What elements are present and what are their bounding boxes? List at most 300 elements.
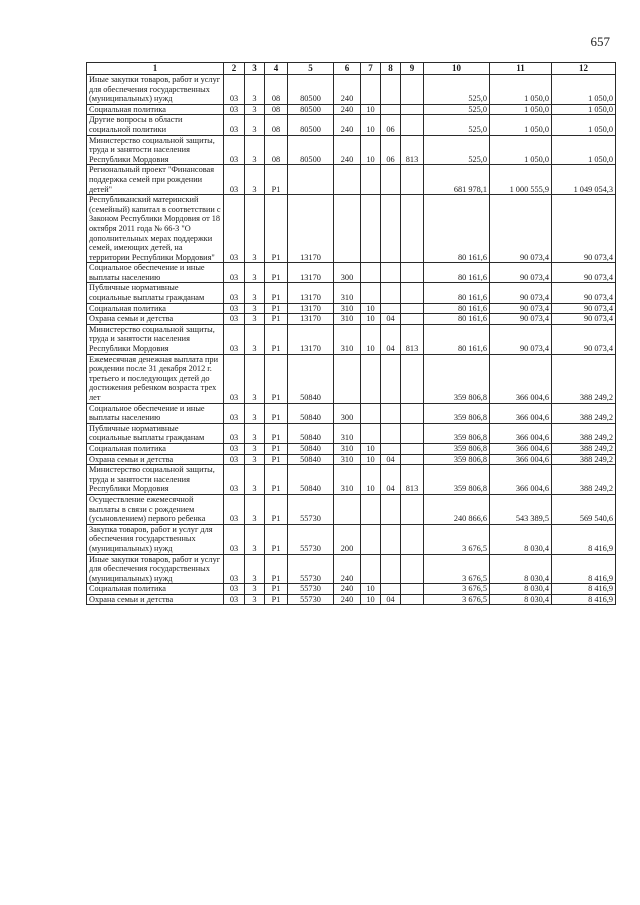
table-cell: 50840 xyxy=(288,443,334,454)
table-cell xyxy=(381,524,401,554)
col-header: 9 xyxy=(401,63,424,75)
table-cell: 240 xyxy=(334,584,361,595)
row-description: Охрана семьи и детства xyxy=(87,454,224,465)
table-cell: 359 806,8 xyxy=(424,354,490,403)
table-cell: 03 xyxy=(224,494,245,524)
table-cell: 813 xyxy=(401,465,424,495)
table-cell: 55730 xyxy=(288,524,334,554)
row-description: Региональный проект "Финансовая поддержка семей при рождении детей" xyxy=(87,165,224,195)
table-cell: 03 xyxy=(224,354,245,403)
table-row xyxy=(87,303,616,314)
table-cell: 1 050,0 xyxy=(490,115,552,135)
table-cell: 03 xyxy=(224,195,245,263)
table-cell: 08 xyxy=(265,75,288,105)
col-header: 1 xyxy=(87,63,224,75)
table-cell xyxy=(361,165,381,195)
table-cell: 80 161,6 xyxy=(424,283,490,303)
table-cell: 310 xyxy=(334,283,361,303)
table-cell: 3 xyxy=(245,104,265,115)
row-description: Иные закупки товаров, работ и услуг для обеспечения государственных (муниципальных) нужд xyxy=(87,554,224,584)
table-cell: 8 030,4 xyxy=(490,584,552,595)
table-cell: 80500 xyxy=(288,115,334,135)
table-cell: 10 xyxy=(361,135,381,165)
table-cell: 10 xyxy=(361,443,381,454)
row-description: Социальная политика xyxy=(87,303,224,314)
table-cell: 813 xyxy=(401,135,424,165)
table-cell: 3 xyxy=(245,115,265,135)
table-cell xyxy=(361,524,381,554)
table-cell: 03 xyxy=(224,135,245,165)
table-cell: 3 xyxy=(245,165,265,195)
table-cell xyxy=(401,314,424,325)
table-cell: 90 073,4 xyxy=(490,303,552,314)
table-cell: 90 073,4 xyxy=(490,195,552,263)
table-cell: 55730 xyxy=(288,494,334,524)
row-description: Министерство социальной защиты, труда и занятости населения Республики Мордовия xyxy=(87,324,224,354)
table-cell: 3 xyxy=(245,195,265,263)
table-cell xyxy=(401,454,424,465)
table-cell: 366 004,6 xyxy=(490,465,552,495)
table-row xyxy=(87,283,616,303)
row-description: Публичные нормативные социальные выплаты гражданам xyxy=(87,423,224,443)
table-cell: 8 030,4 xyxy=(490,554,552,584)
row-description: Социальная политика xyxy=(87,104,224,115)
col-header: 12 xyxy=(552,63,616,75)
table-cell: 310 xyxy=(334,303,361,314)
table-cell: 240 xyxy=(334,115,361,135)
table-cell: 03 xyxy=(224,423,245,443)
table-row xyxy=(87,524,616,554)
table-cell: P1 xyxy=(265,263,288,283)
table-cell: 310 xyxy=(334,423,361,443)
table-cell: 10 xyxy=(361,465,381,495)
table-cell: P1 xyxy=(265,314,288,325)
col-header: 7 xyxy=(361,63,381,75)
table-cell: 50840 xyxy=(288,465,334,495)
table-cell: P1 xyxy=(265,324,288,354)
table-cell: 8 416,9 xyxy=(552,554,616,584)
table-cell: 3 xyxy=(245,324,265,354)
table-row xyxy=(87,314,616,325)
table-cell: 525,0 xyxy=(424,75,490,105)
table-cell: 359 806,8 xyxy=(424,465,490,495)
table-cell xyxy=(288,165,334,195)
col-header: 3 xyxy=(245,63,265,75)
table-row xyxy=(87,195,616,263)
table-cell xyxy=(334,354,361,403)
row-description: Социальное обеспечение и иные выплаты населению xyxy=(87,403,224,423)
table-cell xyxy=(381,354,401,403)
table-cell: 03 xyxy=(224,465,245,495)
table-cell: 3 xyxy=(245,554,265,584)
page-number: 657 xyxy=(590,34,610,49)
table-cell xyxy=(401,423,424,443)
table-cell xyxy=(401,115,424,135)
table-row xyxy=(87,465,616,495)
table-cell xyxy=(361,283,381,303)
table-cell xyxy=(401,195,424,263)
table-cell: P1 xyxy=(265,195,288,263)
table-cell: 13170 xyxy=(288,303,334,314)
table-row xyxy=(87,75,616,105)
table-cell: 681 978,1 xyxy=(424,165,490,195)
table-row xyxy=(87,423,616,443)
table-cell xyxy=(381,303,401,314)
table-cell: 08 xyxy=(265,115,288,135)
table-cell: 50840 xyxy=(288,354,334,403)
col-header: 8 xyxy=(381,63,401,75)
row-description: Социальное обеспечение и иные выплаты населению xyxy=(87,263,224,283)
table-cell: 03 xyxy=(224,115,245,135)
table-cell: 1 050,0 xyxy=(490,75,552,105)
table-cell: 1 050,0 xyxy=(552,75,616,105)
table-cell xyxy=(401,303,424,314)
table-cell xyxy=(401,594,424,605)
table-cell xyxy=(361,75,381,105)
table-cell xyxy=(381,75,401,105)
table-cell xyxy=(334,195,361,263)
table-cell xyxy=(401,584,424,595)
table-cell: 04 xyxy=(381,314,401,325)
row-description: Ежемесячная денежная выплата при рождении после 31 декабря 2012 г. третьего и последующих детей до достижения ребенком возраста трех лет xyxy=(87,354,224,403)
table-cell: 8 416,9 xyxy=(552,524,616,554)
table-cell: 55730 xyxy=(288,594,334,605)
table-cell: 3 xyxy=(245,263,265,283)
table-row xyxy=(87,263,616,283)
table-cell: 10 xyxy=(361,454,381,465)
table-cell xyxy=(381,283,401,303)
table-cell: 3 676,5 xyxy=(424,554,490,584)
table-cell: 300 xyxy=(334,263,361,283)
table-cell: 04 xyxy=(381,454,401,465)
table-cell: 13170 xyxy=(288,195,334,263)
table-cell: 310 xyxy=(334,314,361,325)
table-row xyxy=(87,554,616,584)
table-cell: P1 xyxy=(265,524,288,554)
row-description: Охрана семьи и детства xyxy=(87,594,224,605)
header-row xyxy=(87,63,616,75)
table-cell xyxy=(381,195,401,263)
table-cell: 03 xyxy=(224,303,245,314)
table-cell: 240 xyxy=(334,594,361,605)
table-cell: 366 004,6 xyxy=(490,454,552,465)
table-cell: 03 xyxy=(224,263,245,283)
table-cell xyxy=(334,494,361,524)
table-row xyxy=(87,165,616,195)
table-cell: 359 806,8 xyxy=(424,403,490,423)
row-description: Охрана семьи и детства xyxy=(87,314,224,325)
table-cell: 10 xyxy=(361,594,381,605)
table-cell: P1 xyxy=(265,403,288,423)
table-cell: 310 xyxy=(334,454,361,465)
table-body xyxy=(87,75,616,605)
table-cell: 569 540,6 xyxy=(552,494,616,524)
table-cell: 80 161,6 xyxy=(424,195,490,263)
table-cell: 366 004,6 xyxy=(490,403,552,423)
table-row xyxy=(87,403,616,423)
table-cell xyxy=(401,283,424,303)
table-cell: 03 xyxy=(224,443,245,454)
table-cell: 90 073,4 xyxy=(552,314,616,325)
table-cell: 03 xyxy=(224,283,245,303)
table-cell xyxy=(361,354,381,403)
table-cell: 10 xyxy=(361,324,381,354)
table-cell: 13170 xyxy=(288,324,334,354)
table-cell: 03 xyxy=(224,454,245,465)
table-cell xyxy=(401,554,424,584)
table-cell xyxy=(401,354,424,403)
table-cell: 3 xyxy=(245,443,265,454)
table-cell: P1 xyxy=(265,554,288,584)
table-cell: 3 xyxy=(245,524,265,554)
table-cell xyxy=(401,165,424,195)
table-cell: 08 xyxy=(265,104,288,115)
table-cell: 3 xyxy=(245,314,265,325)
table-cell: 10 xyxy=(361,314,381,325)
table-cell: 1 050,0 xyxy=(490,104,552,115)
table-cell: P1 xyxy=(265,303,288,314)
table-cell xyxy=(381,403,401,423)
table-cell: 90 073,4 xyxy=(552,263,616,283)
table-cell: 90 073,4 xyxy=(552,283,616,303)
table-row xyxy=(87,135,616,165)
table-cell: 3 xyxy=(245,465,265,495)
table-cell: 1 050,0 xyxy=(552,115,616,135)
table-cell xyxy=(381,584,401,595)
table-cell: 03 xyxy=(224,165,245,195)
table-cell: 03 xyxy=(224,594,245,605)
table-cell: 08 xyxy=(265,135,288,165)
table-cell: 90 073,4 xyxy=(490,324,552,354)
table-cell xyxy=(401,403,424,423)
table-cell: 90 073,4 xyxy=(552,324,616,354)
row-description: Социальная политика xyxy=(87,443,224,454)
table-cell: 388 249,2 xyxy=(552,465,616,495)
col-header: 6 xyxy=(334,63,361,75)
table-cell: P1 xyxy=(265,494,288,524)
table-cell xyxy=(401,524,424,554)
table-cell: 525,0 xyxy=(424,135,490,165)
table-cell: P1 xyxy=(265,354,288,403)
table-cell xyxy=(381,554,401,584)
table-cell: 813 xyxy=(401,324,424,354)
table-cell: 06 xyxy=(381,115,401,135)
row-description: Социальная политика xyxy=(87,584,224,595)
table-cell: 3 xyxy=(245,135,265,165)
table-cell: 50840 xyxy=(288,423,334,443)
row-description: Иные закупки товаров, работ и услуг для обеспечения государственных (муниципальных) нужд xyxy=(87,75,224,105)
table-cell xyxy=(401,104,424,115)
table-cell: 04 xyxy=(381,465,401,495)
col-header: 2 xyxy=(224,63,245,75)
row-description: Министерство социальной защиты, труда и занятости населения Республики Мордовия xyxy=(87,465,224,495)
table-cell: 13170 xyxy=(288,283,334,303)
table-cell: 3 xyxy=(245,454,265,465)
table-cell: 388 249,2 xyxy=(552,443,616,454)
table-cell xyxy=(361,403,381,423)
table-cell: 240 xyxy=(334,554,361,584)
table-cell: 90 073,4 xyxy=(490,263,552,283)
table-cell xyxy=(401,443,424,454)
table-cell: P1 xyxy=(265,594,288,605)
table-cell: 06 xyxy=(381,135,401,165)
col-header: 10 xyxy=(424,63,490,75)
table-row xyxy=(87,494,616,524)
table-cell: 359 806,8 xyxy=(424,443,490,454)
table-cell xyxy=(361,423,381,443)
table-cell: 80500 xyxy=(288,135,334,165)
table-cell: 80 161,6 xyxy=(424,263,490,283)
table-cell: 1 000 555,9 xyxy=(490,165,552,195)
table-cell: 366 004,6 xyxy=(490,354,552,403)
table-cell: 03 xyxy=(224,403,245,423)
table-cell: 90 073,4 xyxy=(552,303,616,314)
table-row xyxy=(87,115,616,135)
table-cell: 03 xyxy=(224,75,245,105)
table-cell: 1 050,0 xyxy=(552,135,616,165)
table-cell: 310 xyxy=(334,443,361,454)
table-cell: 3 676,5 xyxy=(424,584,490,595)
table-cell xyxy=(401,494,424,524)
table-cell: 1 049 054,3 xyxy=(552,165,616,195)
table-cell: 03 xyxy=(224,524,245,554)
table-cell: 3 676,5 xyxy=(424,524,490,554)
table-cell: 8 416,9 xyxy=(552,584,616,595)
table-cell: 3 xyxy=(245,594,265,605)
table-cell: 03 xyxy=(224,104,245,115)
table-cell: 3 xyxy=(245,584,265,595)
table-cell: 366 004,6 xyxy=(490,423,552,443)
table-cell: 240 xyxy=(334,75,361,105)
table-cell: 310 xyxy=(334,324,361,354)
table-row xyxy=(87,454,616,465)
table-cell xyxy=(381,165,401,195)
table-cell: 90 073,4 xyxy=(552,195,616,263)
table-cell: 50840 xyxy=(288,454,334,465)
table-cell xyxy=(381,104,401,115)
table-cell: 8 030,4 xyxy=(490,524,552,554)
table-cell: P1 xyxy=(265,165,288,195)
table-cell: 388 249,2 xyxy=(552,423,616,443)
table-cell: 04 xyxy=(381,324,401,354)
row-description: Другие вопросы в области социальной политики xyxy=(87,115,224,135)
table-cell: 80500 xyxy=(288,75,334,105)
table-cell: 3 676,5 xyxy=(424,594,490,605)
table-row xyxy=(87,584,616,595)
table-cell: 3 xyxy=(245,403,265,423)
table-cell: 50840 xyxy=(288,403,334,423)
table-cell: 10 xyxy=(361,104,381,115)
table-row xyxy=(87,324,616,354)
table-cell: 240 xyxy=(334,135,361,165)
table-cell xyxy=(401,263,424,283)
table-cell: 3 xyxy=(245,354,265,403)
table-cell: 3 xyxy=(245,423,265,443)
table-cell xyxy=(361,494,381,524)
table-row xyxy=(87,594,616,605)
col-header: 4 xyxy=(265,63,288,75)
table-cell: 3 xyxy=(245,494,265,524)
table-cell: 13170 xyxy=(288,263,334,283)
table-cell xyxy=(381,494,401,524)
table-cell: 3 xyxy=(245,75,265,105)
table-row xyxy=(87,104,616,115)
table-cell: 359 806,8 xyxy=(424,454,490,465)
row-description: Публичные нормативные социальные выплаты гражданам xyxy=(87,283,224,303)
table-cell xyxy=(334,165,361,195)
table-cell: 55730 xyxy=(288,554,334,584)
table-cell: 388 249,2 xyxy=(552,403,616,423)
table-cell: 13170 xyxy=(288,314,334,325)
table-cell xyxy=(361,263,381,283)
table-cell: 366 004,6 xyxy=(490,443,552,454)
row-description: Министерство социальной защиты, труда и занятости населения Республики Мордовия xyxy=(87,135,224,165)
table-cell xyxy=(381,263,401,283)
table-cell: 310 xyxy=(334,465,361,495)
table-cell: 3 xyxy=(245,283,265,303)
table-cell: 543 389,5 xyxy=(490,494,552,524)
table-cell: P1 xyxy=(265,584,288,595)
col-header: 5 xyxy=(288,63,334,75)
table-cell: 240 866,6 xyxy=(424,494,490,524)
table-cell xyxy=(381,443,401,454)
table-cell: P1 xyxy=(265,283,288,303)
table-cell: 03 xyxy=(224,314,245,325)
table-cell: 03 xyxy=(224,584,245,595)
table-row xyxy=(87,354,616,403)
table-cell: 55730 xyxy=(288,584,334,595)
table-cell: 10 xyxy=(361,115,381,135)
table-cell: 200 xyxy=(334,524,361,554)
table-cell xyxy=(401,75,424,105)
table-cell xyxy=(381,423,401,443)
table-cell: 10 xyxy=(361,303,381,314)
table-cell: 03 xyxy=(224,554,245,584)
table-cell: P1 xyxy=(265,443,288,454)
table-cell: 80 161,6 xyxy=(424,303,490,314)
table-cell: P1 xyxy=(265,465,288,495)
table-cell: 8 416,9 xyxy=(552,594,616,605)
table-cell: 8 030,4 xyxy=(490,594,552,605)
table-cell: 1 050,0 xyxy=(552,104,616,115)
table-cell: 80 161,6 xyxy=(424,324,490,354)
table-cell: 359 806,8 xyxy=(424,423,490,443)
table-cell: 525,0 xyxy=(424,115,490,135)
table-cell: 300 xyxy=(334,403,361,423)
table-row xyxy=(87,443,616,454)
table-cell: 80 161,6 xyxy=(424,314,490,325)
row-description: Закупка товаров, работ и услуг для обеспечения государственных (муниципальных) нужд xyxy=(87,524,224,554)
table-cell: 10 xyxy=(361,584,381,595)
row-description: Осуществление ежемесячной выплаты в связи с рождением (усыновлением) первого ребенка xyxy=(87,494,224,524)
row-description: Республиканский материнский (семейный) капитал в соответствии с Законом Республики Мордовия от 18 октября 2011 года № 66-З "О дополнительных мерах поддержки семей, имеющих детей, на территории Республики Мордовия" xyxy=(87,195,224,263)
table-cell: 80500 xyxy=(288,104,334,115)
table-cell xyxy=(361,554,381,584)
table-cell: 388 249,2 xyxy=(552,454,616,465)
table-cell xyxy=(361,195,381,263)
table-cell: 3 xyxy=(245,303,265,314)
table-cell: P1 xyxy=(265,423,288,443)
budget-table xyxy=(86,62,616,605)
table-cell: P1 xyxy=(265,454,288,465)
table-cell: 525,0 xyxy=(424,104,490,115)
table-cell: 90 073,4 xyxy=(490,283,552,303)
table-cell: 03 xyxy=(224,324,245,354)
table-cell: 388 249,2 xyxy=(552,354,616,403)
table-cell: 240 xyxy=(334,104,361,115)
table-cell: 1 050,0 xyxy=(490,135,552,165)
table-cell: 04 xyxy=(381,594,401,605)
